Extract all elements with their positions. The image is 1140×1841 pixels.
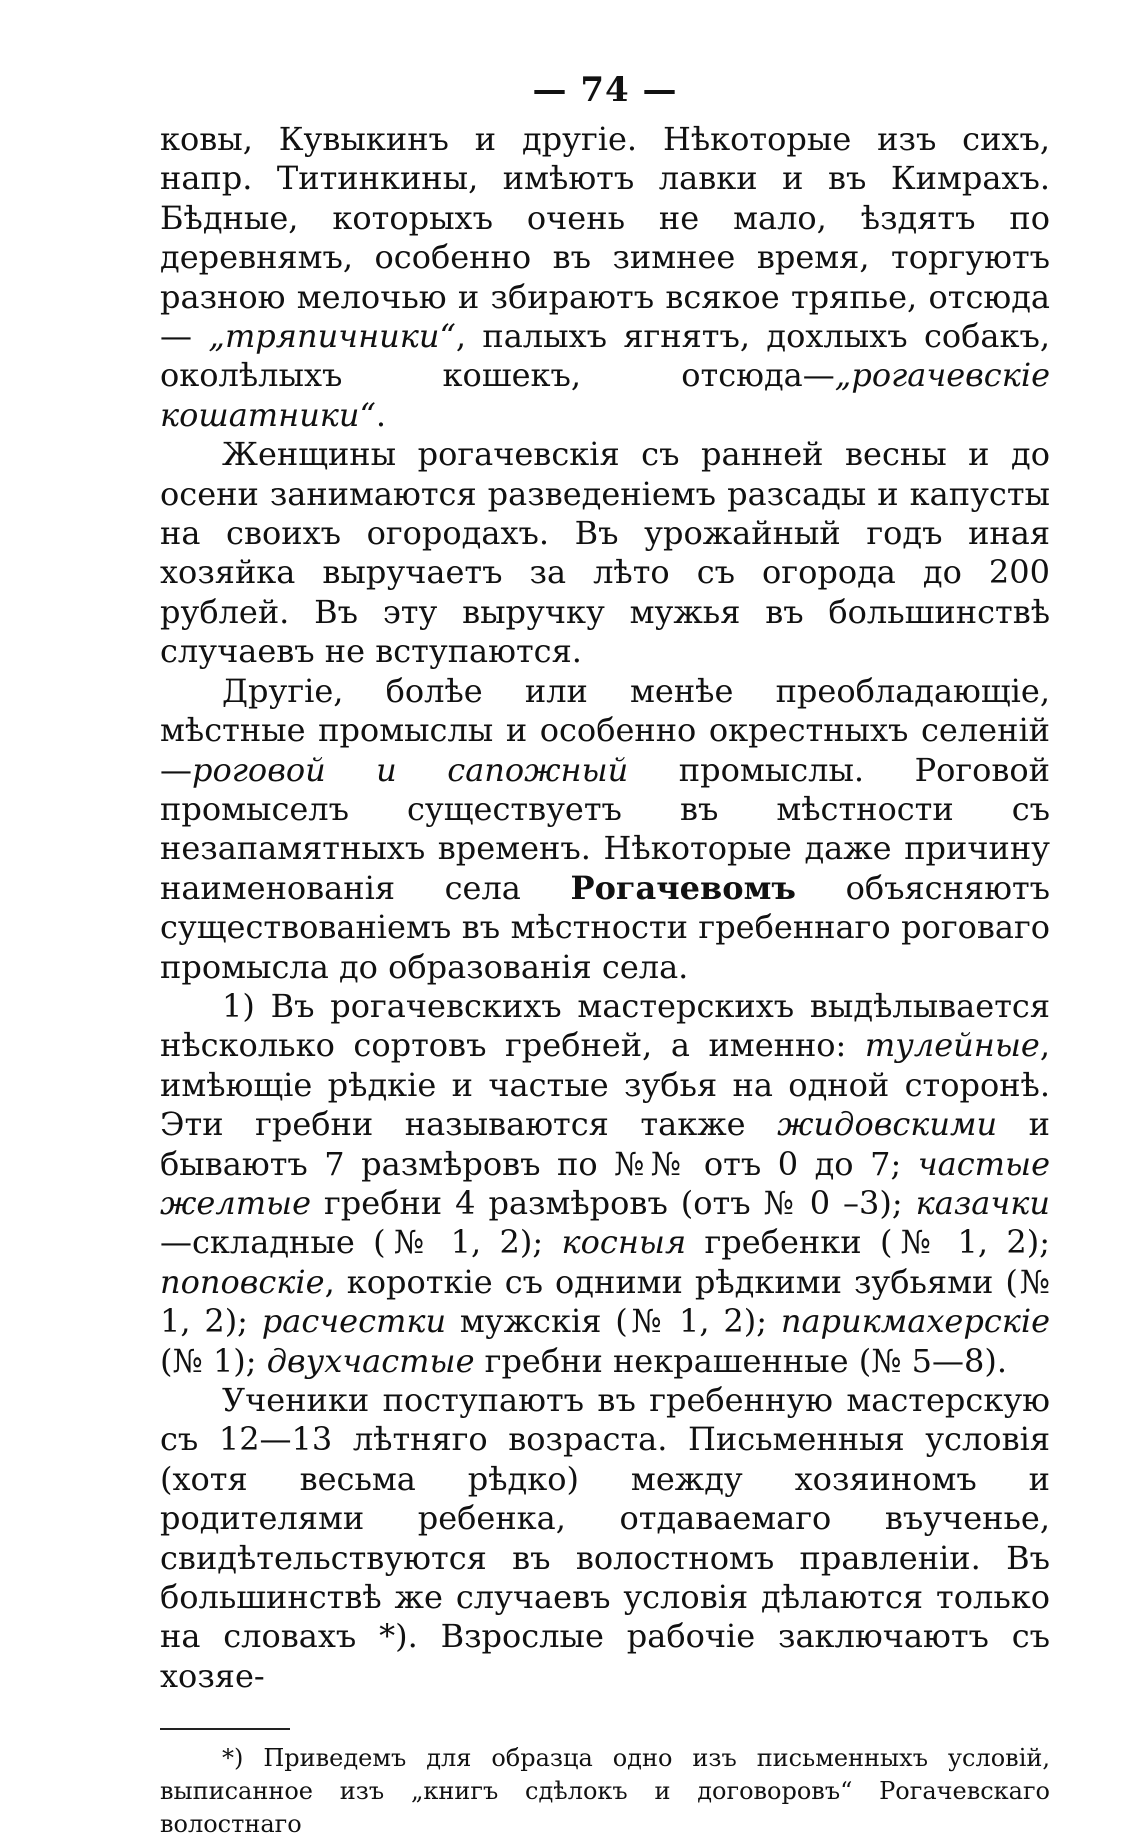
footnote: *) Приведемъ для образца одно изъ письменныхъ условій, выписанное изъ „книгъ сдѣлокъ и договоровъ“ Рогачевскаго волостнаго [160, 1744, 1050, 1839]
italic-term: казачки [915, 1183, 1050, 1222]
text-run: Ученики поступаютъ въ гребенную мастерскую съ 12—13 лѣтняго возраста. Письменныя условія (хотя весьма рѣдко) между хозяиномъ и родителями ребенка, отдаваемаго въученье, свидѣтельствуются въ волостномъ правленіи. Въ большинствѣ же случаевъ условія дѣлаются только на словахъ *). Взрослые рабочіе заключаютъ съ хозяе- [160, 1381, 1050, 1695]
text-run: 1) Въ рогачевскихъ мастерскихъ выдѣлывается нѣсколько сортовъ гребней, а именно: [160, 986, 1050, 1065]
italic-term: роговой и сапожный [192, 750, 629, 789]
text-run: гребни 4 размѣровъ (отъ № 0 –3); [311, 1183, 916, 1222]
text-run: , короткіе съ одними рѣдкими зубьями (№ 1, 2); [160, 1262, 1050, 1341]
text-run: Другіе, болѣе или менѣе преобладающіе, мѣстные промыслы и особенно окрестныхъ селеній— [160, 671, 1050, 789]
text-run: , палыхъ ягнятъ, дохлыхъ собакъ, околѣлыхъ кошекъ, отсюда— [160, 317, 1051, 395]
text-run: . [375, 395, 387, 434]
text-run: , имѣющіе рѣдкіе и частые зубья на одной сторонѣ. Эти гребни называются также [160, 1026, 1050, 1144]
text-run: гребенки (№ 1, 2); [686, 1223, 1050, 1262]
bold-term: Рогачевомъ [570, 868, 796, 907]
text-run: —складные (№ 1, 2); [160, 1223, 562, 1262]
book-page [160, 70, 1050, 1841]
text-run: гребни некрашенные (№ 5—8). [474, 1341, 1008, 1380]
italic-term: „рогачевскіе кошатники“ [160, 356, 1050, 434]
italic-term: косныя [561, 1223, 687, 1262]
text-run: объясняютъ существованіемъ въ мѣстности гребеннаго роговаго промысла до образованія села. [160, 868, 1051, 986]
paragraph [160, 987, 1050, 1381]
text-run: Женщины рогачевскія съ ранней весны и до осени занимаются разведеніемъ разсады и капусты на своихъ огородахъ. Въ урожайный годъ иная хозяйка выручаетъ за лѣто съ огорода до 200 рублей. Въ эту выручку мужья въ большинствѣ случаевъ не вступаются. [160, 435, 1050, 671]
paragraph [160, 1381, 1050, 1696]
italic-term: „тряпичники“ [208, 317, 456, 356]
page-number: — 74 — [532, 70, 678, 110]
italic-term: тулейные [864, 1026, 1040, 1065]
italic-term: парикмахерскіе [780, 1302, 1051, 1341]
text-run: ковы, Кувыкинъ и другіе. Нѣкоторые изъ сихъ, напр. Титинкины, имѣютъ лавки и въ Кимрахъ. Бѣдные, которыхъ очень не мало, ѣздятъ по деревнямъ, особенно въ зимнее время, торгуютъ разною мелочью и збираютъ всякое тряпье, отсюда — [160, 120, 1050, 356]
paragraph [160, 672, 1050, 987]
italic-term: двухчастые [266, 1341, 475, 1380]
text-run: (№ 1); [160, 1341, 267, 1380]
text-run: промыслы. Роговой промыселъ существуетъ въ мѣстности съ незапамятныхъ временъ. Нѣкоторые даже причину наименованія села [160, 750, 1050, 907]
paragraph [160, 435, 1050, 671]
italic-term: частые желтые [160, 1144, 1050, 1222]
italic-term: расчестки [261, 1302, 447, 1341]
text-run: и бываютъ 7 размѣровъ по №№ отъ 0 до 7; [160, 1105, 1051, 1183]
text-run: мужскія (№ 1, 2); [446, 1302, 781, 1341]
footnote-separator [160, 1728, 290, 1730]
italic-term: поповскіе [160, 1262, 325, 1301]
italic-term: жидовскими [777, 1105, 998, 1144]
paragraph [160, 120, 1050, 435]
body-text [160, 120, 1050, 1696]
